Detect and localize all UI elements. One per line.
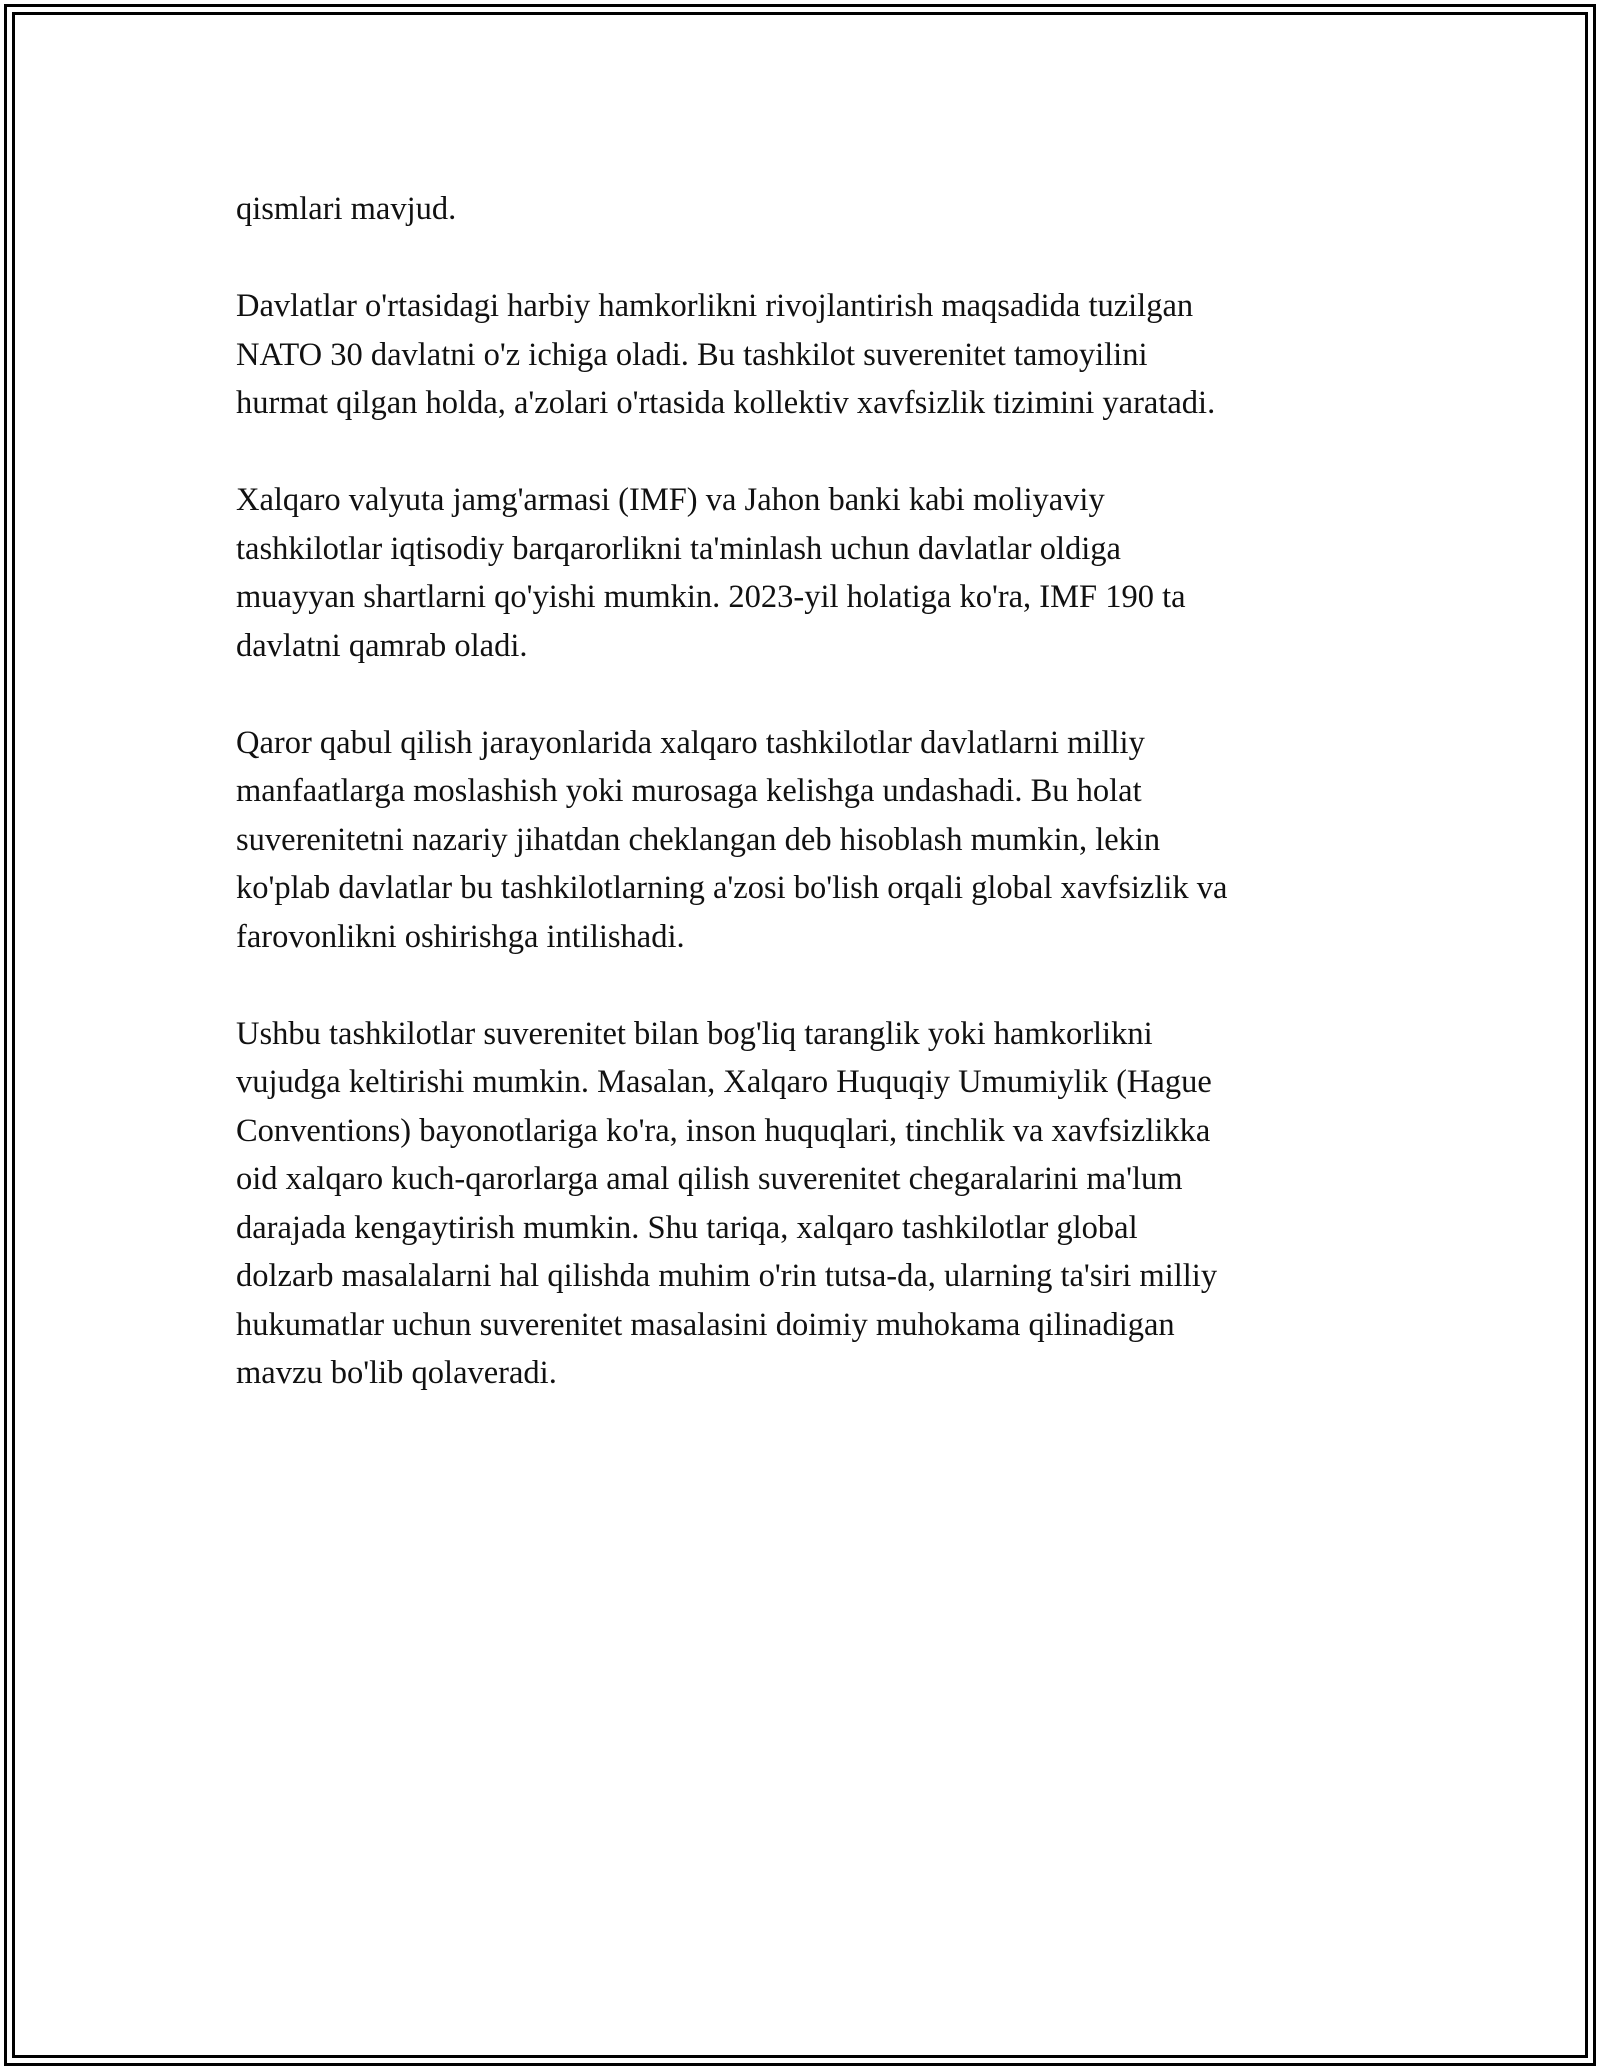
paragraph-decision-making: Qaror qabul qilish jarayonlarida xalqaro tashkilotlar davlatlarni milliy manfaatlarga moslashish yoki murosaga kelishga undashadi. Bu holat suverenitetni nazariy jihatdan cheklangan deb hisoblash mumkin, lekin ko'plab davlatlar bu tashkilotlarning a'zosi bo'lish orqali global xavfsizlik va farovonlikni oshirishga intilishadi. <box>236 724 1228 955</box>
paragraph-sovereignty: Ushbu tashkilotlar suverenitet bilan bog'liq taranglik yoki hamkorlikni vujudga keltirishi mumkin. Masalan, Xalqaro Huquqiy Umumiylik (Hague Conventions) bayonotlariga ko'ra, inson huquqlari, tinchlik va xavfsizlikka oid xalqaro kuch-qarorlarga amal qilish suverenitet chegaralarini ma'lum darajada kengaytirish mumkin. Shu tariqa, xalqaro tashkilotlar global dolzarb masalalarni hal qilishda muhim o'rin tutsa-da, ularning ta'siri milliy hukumatlar uchun suverenitet masalasini doimiy muhokama qilinadigan mavzu bo'lib qolaveradi. <box>236 1015 1218 1391</box>
paragraph-nato: Davlatlar o'rtasidagi harbiy hamkorlikni rivojlantirish maqsadida tuzilgan NATO 30 davlatni o'z ichiga oladi. Bu tashkilot suverenitet tamoyilini hurmat qilgan holda, a'zolari o'rtasida kollektiv xavfsizlik tizimini yaratadi. <box>236 288 1216 421</box>
paragraph-imf: Xalqaro valyuta jamg'armasi (IMF) va Jahon banki kabi moliyaviy tashkilotlar iqtisodiy barqarorlikni ta'minlash uchun davlatlar oldiga muayyan shartlarni qo'yishi mumkin. 2023-yil holatiga ko'ra, IMF 190 ta davlatni qamrab oladi. <box>236 482 1186 664</box>
paragraph-continuation: qismlari mavjud. <box>236 191 457 227</box>
document-body <box>236 185 1376 1446</box>
